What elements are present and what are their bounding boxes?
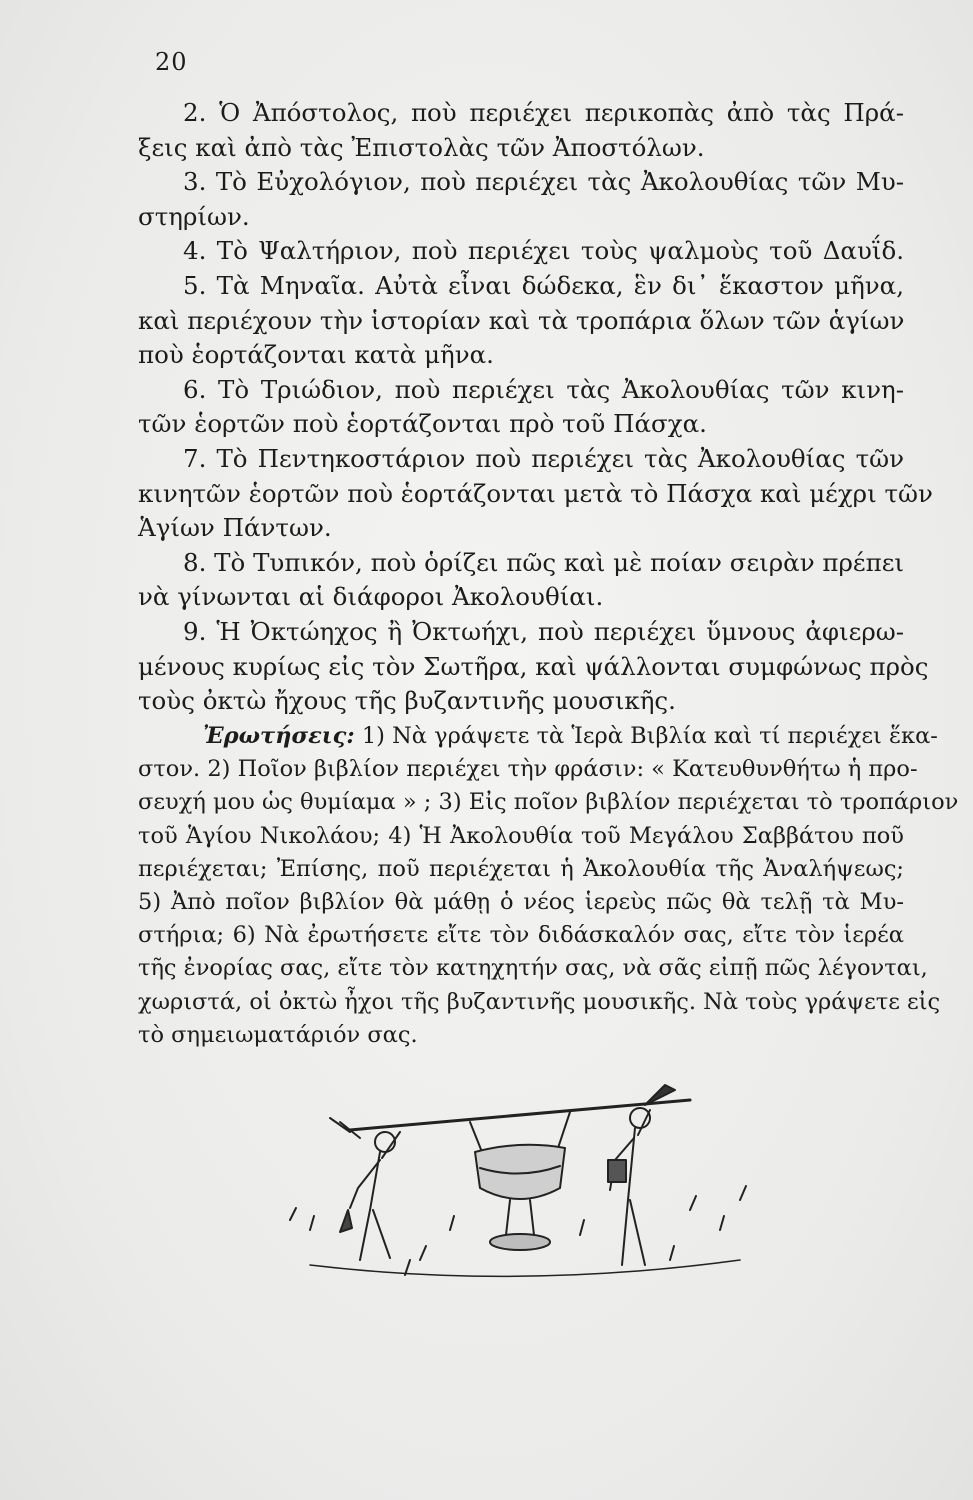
text-line: 8. Τὸ Τυπικόν, ποὺ ὁρίζει πῶς καὶ μὲ ποίαν σειρὰν πρέπει [183,547,904,577]
text-line: τοὺς ὀκτὼ ἤχους τῆς βυζαντινῆς μουσικῆς. [138,686,676,716]
text-line: τῶν ἑορτῶν ποὺ ἑορτάζονται πρὸ τοῦ Πάσχα. [138,409,707,439]
question-line: περιέχεται; Ἐπίσης, ποῦ περιέχεται ἡ Ἀκολουθία τῆς Ἀναλήψεως; [138,855,904,882]
text-line: 4. Τὸ Ψαλτήριον, ποὺ περιέχει τοὺς ψαλμοὺς τοῦ Δαυΐδ. [183,236,904,266]
question-line: τοῦ Ἁγίου Νικολάου; 4) Ἡ Ἀκολουθία τοῦ Μεγάλου Σαββάτου ποῦ [138,822,904,849]
text-line: μένους κυρίως εἰς τὸν Σωτῆρα, καὶ ψάλλονται συμφώνως πρὸς [138,651,929,681]
text-line: ποὺ ἑορτάζονται κατὰ μῆνα. [138,340,494,370]
text-line: κινητῶν ἑορτῶν ποὺ ἑορτάζονται μετὰ τὸ Πάσχα καὶ μέχρι τῶν [138,478,933,508]
text-line: 3. Τὸ Εὐχολόγιον, ποὺ περιέχει τὰς Ἀκολουθίας τῶν Μυ- [183,167,904,197]
text-line: 6. Τὸ Τριώδιον, ποὺ περιέχει τὰς Ἀκολουθίας τῶν κινη- [183,374,904,404]
text-line: στηρίων. [138,201,250,231]
question-line: στον. 2) Ποῖον βιβλίον περιέχει τὴν φράσιν: « Κατευθυνθήτω ἡ προ- [138,756,918,783]
text-line: νὰ γίνωνται αἱ διάφοροι Ἀκολουθίαι. [138,582,604,612]
text-line: 5. Τὰ Μηναῖα. Αὐτὰ εἶναι δώδεκα, ἓν δι᾿ ἕκαστον μῆνα, [183,270,904,300]
questions-first-line [138,720,938,753]
question-line: στήρια; 6) Νὰ ἐρωτήσετε εἴτε τὸν διδάσκαλόν σας, εἴτε τὸν ἱερέα [138,922,904,949]
text-line: Ἁγίων Πάντων. [138,513,332,543]
text-line: καὶ περιέχουν τὴν ἱστορίαν καὶ τὰ τροπάρια ὅλων τῶν ἁγίων [138,305,905,335]
question-line: χωριστά, οἱ ὀκτὼ ἦχοι τῆς βυζαντινῆς μουσικῆς. Νὰ τοὺς γράψετε εἰς [138,988,941,1015]
question-line: σευχή μου ὡς θυμίαμα » ; 3) Εἰς ποῖον βιβλίον περιέχεται τὸ τροπάριον [138,789,959,816]
questions-first-line-text: 1) Νὰ γράψετε τὰ Ἱερὰ Βιβλία καὶ τί περιέχει ἕκα- [361,723,938,749]
question-line: τὸ σημειωματάριόν σας. [138,1021,418,1048]
questions-label: Ἐρωτήσεις: [203,723,355,749]
questions-block [138,720,959,1052]
page-number: 20 [155,48,188,76]
text-line: 2. Ὁ Ἀπόστολος, ποὺ περιέχει περικοπὰς ἀπὸ τὰς Πρά- [183,98,904,127]
text-line: 9. Ἡ Ὀκτώηχος ἢ Ὀκτωήχι, ποὺ περιέχει ὕμνους ἀφιερω- [183,616,904,646]
question-line: 5) Ἀπὸ ποῖον βιβλίον θὰ μάθῃ ὁ νέος ἱερεὺς πῶς θὰ τελῇ τὰ Μυ- [138,888,904,915]
question-line: τῆς ἐνορίας σας, εἴτε τὸν κατηχητήν σας, νὰ σᾶς εἰπῇ πῶς λέγονται, [138,955,928,982]
main-text-block [138,96,933,719]
procession-illustration [270,1060,770,1300]
text-line: ξεις καὶ ἀπὸ τὰς Ἐπιστολὰς τῶν Ἀποστόλων. [138,132,705,162]
text-line: 7. Τὸ Πεντηκοστάριον ποὺ περιέχει τὰς Ἀκολουθίας τῶν [183,443,904,473]
